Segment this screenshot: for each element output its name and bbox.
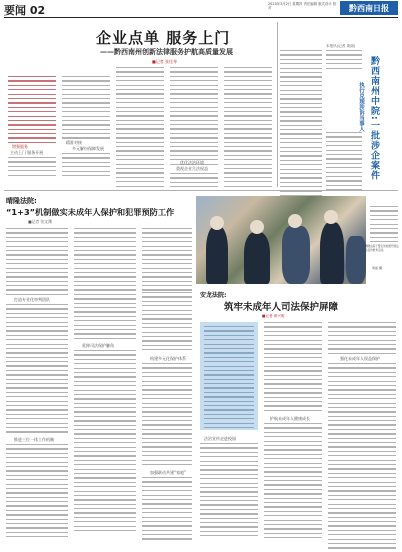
article2-col3b-text — [142, 292, 192, 353]
issue-date: 2023年3月2日 星期四 责任编辑 版式设计 校对 — [268, 2, 337, 11]
article3-crosshead-3: 强化未成年人权益保护 — [340, 356, 380, 361]
article2-crosshead-1: 打造专业化审判团队 — [14, 297, 50, 302]
article3-crosshead-2: 护航未成年人健康成长 — [270, 416, 310, 421]
sidebar-text-a — [280, 50, 322, 199]
article1-col1-text — [8, 157, 56, 179]
article3-col2-text — [264, 322, 322, 414]
court-event-photo — [196, 196, 366, 284]
sidebar-byline: 本报讯(记者 周丽) — [326, 44, 356, 48]
article2-col1-text — [6, 228, 68, 298]
article2-crosshead-2: 推进三位一体工作机制 — [14, 437, 54, 442]
photo-caption: 晴隆法院干警走进校园开展法治宣传教育活动。 — [365, 245, 399, 252]
photo-credit: 周丽 摄 — [372, 266, 382, 270]
article1-col2-text — [62, 76, 110, 142]
article1-byline: ■记者 张佳琴 — [152, 59, 178, 64]
article2-crosshead-5: 加强联动共建“家庭” — [150, 470, 187, 475]
article1-crosshead-4: 多元解纷保障发展 — [72, 146, 104, 151]
article2-col1b-text — [6, 304, 68, 436]
article2-col2-text — [74, 228, 136, 342]
section-divider — [4, 190, 398, 191]
article2-col3c-text — [142, 363, 192, 468]
article1-crosshead-3: 精准对接 — [66, 140, 82, 145]
article1-col5-text — [224, 67, 272, 190]
article2-col1c-text — [6, 444, 68, 541]
column-divider — [277, 22, 278, 187]
sidebar-text-b — [326, 50, 362, 72]
article1-subtitle: ——黔西南州创新法律服务护航高质量发展 — [100, 48, 233, 56]
article2-crosshead-4: 构建多元化保护体系 — [150, 356, 186, 361]
article1-col2b-text — [62, 153, 110, 179]
article3-byline: ■记者 黄兴明 — [262, 314, 285, 318]
sidebar-vertical-subtitle: 执行兑现涉诉当事人 — [358, 82, 364, 132]
photo-caption-text — [370, 206, 398, 246]
article3-crosshead-1: 法治宣传走进校园 — [204, 436, 236, 441]
article2-crosshead-3: 延伸司法保护触角 — [82, 343, 114, 348]
article1-col4-text — [170, 67, 218, 168]
article2-byline: ■记者 张文渊 — [28, 219, 52, 224]
article3-col1-text — [200, 443, 258, 540]
article3-col3-text — [328, 322, 396, 357]
article2-title: “1+3”机制做实未成年人保护和犯罪预防工作 — [6, 207, 175, 217]
article3-col2b-text — [264, 423, 322, 542]
article2-tag: 晴隆法院: — [6, 197, 37, 205]
article3-highlight-text — [204, 326, 254, 431]
article1-title: 企业点单 服务上门 — [96, 29, 231, 47]
header-rule — [4, 17, 398, 18]
section-label: 要闻 02 — [4, 4, 46, 17]
newspaper-masthead: 黔西南日报 — [340, 1, 398, 15]
article2-col3d-text — [142, 477, 192, 543]
article1-col4b-text — [170, 173, 218, 191]
article1-crosshead-5: 优化法治环境 — [180, 160, 204, 165]
article1-col3-text — [116, 67, 164, 190]
article1-lead-text — [8, 76, 56, 146]
article3-title: 筑牢未成年人司法保护屏障 — [224, 302, 339, 313]
article2-col2b-text — [74, 350, 136, 534]
article3-col3b-text — [328, 363, 396, 552]
article3-tag: 安龙法院: — [200, 292, 227, 299]
article2-col3-text — [142, 228, 192, 294]
article1-crosshead-2: 主动上门 服务开展 — [10, 150, 44, 155]
sidebar-vertical-title: 黔西南州中院:一批涉企案件 — [369, 56, 379, 181]
article1-crosshead-1: 增强服务 — [12, 144, 28, 149]
article1-crosshead-6: 重视企业合法权益 — [176, 166, 208, 171]
